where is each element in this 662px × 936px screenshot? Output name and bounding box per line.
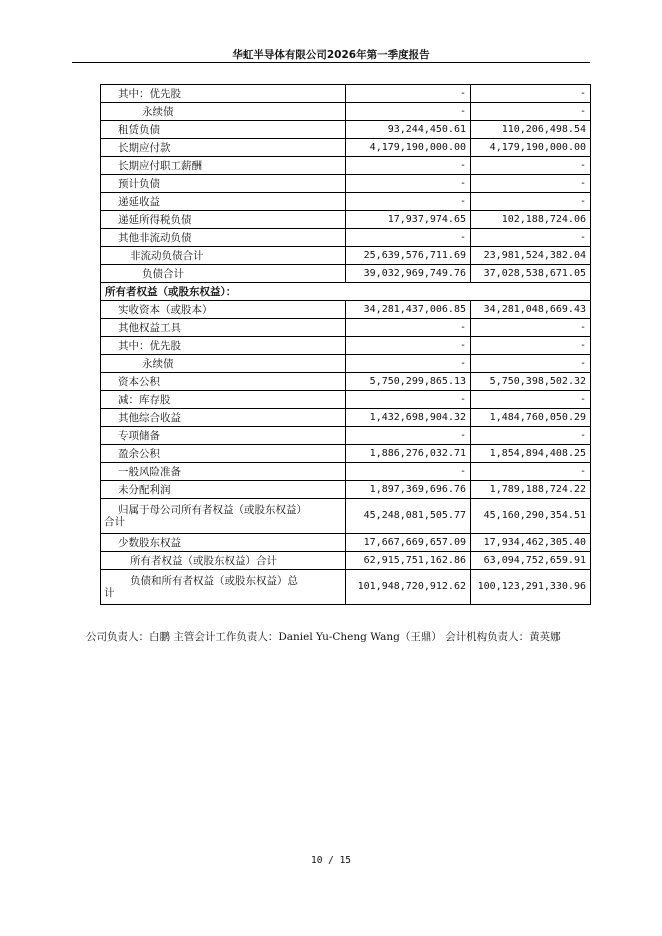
row-label: 永续债 — [101, 103, 346, 121]
row-label: 其他非流动负债 — [101, 229, 346, 247]
table-row — [101, 319, 591, 337]
value-prior: 17,934,462,305.40 — [471, 534, 591, 552]
row-label: 其他权益工具 — [101, 319, 346, 337]
value-prior: - — [471, 157, 591, 175]
section-heading: 所有者权益（或股东权益）： — [101, 283, 591, 301]
row-label — [101, 570, 346, 605]
table-row — [101, 463, 591, 481]
row-label: 少数股东权益 — [101, 534, 346, 552]
value-current: 1,886,276,032.71 — [346, 445, 471, 463]
value-current: 101,948,720,912.62 — [346, 570, 471, 605]
table-row — [101, 391, 591, 409]
value-current: - — [346, 175, 471, 193]
value-current: - — [346, 355, 471, 373]
table-row — [101, 499, 591, 534]
value-current: 17,667,669,657.09 — [346, 534, 471, 552]
value-current: 93,244,450.61 — [346, 121, 471, 139]
table-row — [101, 229, 591, 247]
value-prior: - — [471, 103, 591, 121]
table-row — [101, 373, 591, 391]
row-label: 其中：优先股 — [101, 337, 346, 355]
row-label: 递延所得税负债 — [101, 211, 346, 229]
row-label: 所有者权益（或股东权益）合计 — [101, 552, 346, 570]
value-prior: - — [471, 355, 591, 373]
table-row — [101, 534, 591, 552]
table-row — [101, 193, 591, 211]
row-label: 资本公积 — [101, 373, 346, 391]
value-current: 25,639,576,711.69 — [346, 247, 471, 265]
table-row — [101, 481, 591, 499]
value-current: 1,432,698,904.32 — [346, 409, 471, 427]
value-prior: 1,854,894,408.25 — [471, 445, 591, 463]
value-prior: - — [471, 175, 591, 193]
value-prior: - — [471, 427, 591, 445]
row-label-line2: 计 — [104, 587, 115, 599]
row-label: 预计负债 — [101, 175, 346, 193]
value-prior: 45,160,290,354.51 — [471, 499, 591, 534]
table-row — [101, 337, 591, 355]
value-current: - — [346, 85, 471, 103]
value-current: 4,179,190,000.00 — [346, 139, 471, 157]
row-label: 永续债 — [101, 355, 346, 373]
value-prior: - — [471, 337, 591, 355]
value-current: 62,915,751,162.86 — [346, 552, 471, 570]
row-label-line1: 归属于母公司所有者权益（或股东权益） — [118, 504, 307, 516]
row-label: 非流动负债合计 — [101, 247, 346, 265]
value-current: 1,897,369,696.76 — [346, 481, 471, 499]
value-prior: 23,981,524,382.04 — [471, 247, 591, 265]
value-prior: - — [471, 85, 591, 103]
value-current: 45,248,081,505.77 — [346, 499, 471, 534]
value-prior: - — [471, 193, 591, 211]
section-row — [101, 283, 591, 301]
value-prior: - — [471, 229, 591, 247]
row-label-line2: 合计 — [104, 516, 125, 528]
value-prior: 110,206,498.54 — [471, 121, 591, 139]
row-label: 长期应付职工薪酬 — [101, 157, 346, 175]
row-label-line1: 负债和所有者权益（或股东权益）总 — [130, 575, 298, 587]
row-label: 盈余公积 — [101, 445, 346, 463]
table-row — [101, 121, 591, 139]
row-label: 长期应付款 — [101, 139, 346, 157]
table-row — [101, 301, 591, 319]
table-row — [101, 247, 591, 265]
table-row — [101, 175, 591, 193]
value-prior: 1,484,760,050.29 — [471, 409, 591, 427]
row-label — [101, 499, 346, 534]
value-current: - — [346, 319, 471, 337]
page-number: 10 / 15 — [310, 855, 352, 866]
table-row — [101, 445, 591, 463]
table-row — [101, 139, 591, 157]
value-current: - — [346, 463, 471, 481]
balance-sheet-table — [100, 84, 591, 605]
table-row — [101, 570, 591, 605]
row-label: 租赁负债 — [101, 121, 346, 139]
value-current: - — [346, 337, 471, 355]
value-prior: 5,750,398,502.32 — [471, 373, 591, 391]
value-current: - — [346, 157, 471, 175]
value-current: - — [346, 103, 471, 121]
table-row — [101, 552, 591, 570]
value-prior: 63,094,752,659.91 — [471, 552, 591, 570]
value-prior: 102,188,724.06 — [471, 211, 591, 229]
row-label: 实收资本（或股本） — [101, 301, 346, 319]
table-row — [101, 103, 591, 121]
row-label: 递延收益 — [101, 193, 346, 211]
table-row — [101, 355, 591, 373]
table-row — [101, 157, 591, 175]
row-label: 减：库存股 — [101, 391, 346, 409]
report-header: 华虹半导体有限公司2026年第一季度报告 — [232, 49, 430, 61]
value-prior: 4,179,190,000.00 — [471, 139, 591, 157]
value-prior: 34,281,048,669.43 — [471, 301, 591, 319]
row-label: 其中：优先股 — [101, 85, 346, 103]
table-row — [101, 265, 591, 283]
table-row — [101, 211, 591, 229]
value-prior: - — [471, 463, 591, 481]
row-label: 专项储备 — [101, 427, 346, 445]
value-current: - — [346, 427, 471, 445]
value-current: - — [346, 193, 471, 211]
table-row — [101, 427, 591, 445]
value-current: - — [346, 229, 471, 247]
row-label: 未分配利润 — [101, 481, 346, 499]
header-rule — [72, 62, 590, 63]
value-current: 17,937,974.65 — [346, 211, 471, 229]
value-current: 39,032,969,749.76 — [346, 265, 471, 283]
row-label: 其他综合收益 — [101, 409, 346, 427]
value-current: - — [346, 391, 471, 409]
value-prior: - — [471, 319, 591, 337]
value-current: 5,750,299,865.13 — [346, 373, 471, 391]
table-row — [101, 409, 591, 427]
value-current: 34,281,437,006.85 — [346, 301, 471, 319]
table-row — [101, 85, 591, 103]
value-prior: 1,789,188,724.22 — [471, 481, 591, 499]
value-prior: 37,028,538,671.05 — [471, 265, 591, 283]
value-prior: - — [471, 391, 591, 409]
signatures-line: 公司负责人：白鹏 主管会计工作负责人：Daniel Yu-Cheng Wang（王鼎） 会计机构负责人：黄英娜 — [86, 631, 561, 643]
row-label: 一般风险准备 — [101, 463, 346, 481]
row-label: 负债合计 — [101, 265, 346, 283]
value-prior: 100,123,291,330.96 — [471, 570, 591, 605]
